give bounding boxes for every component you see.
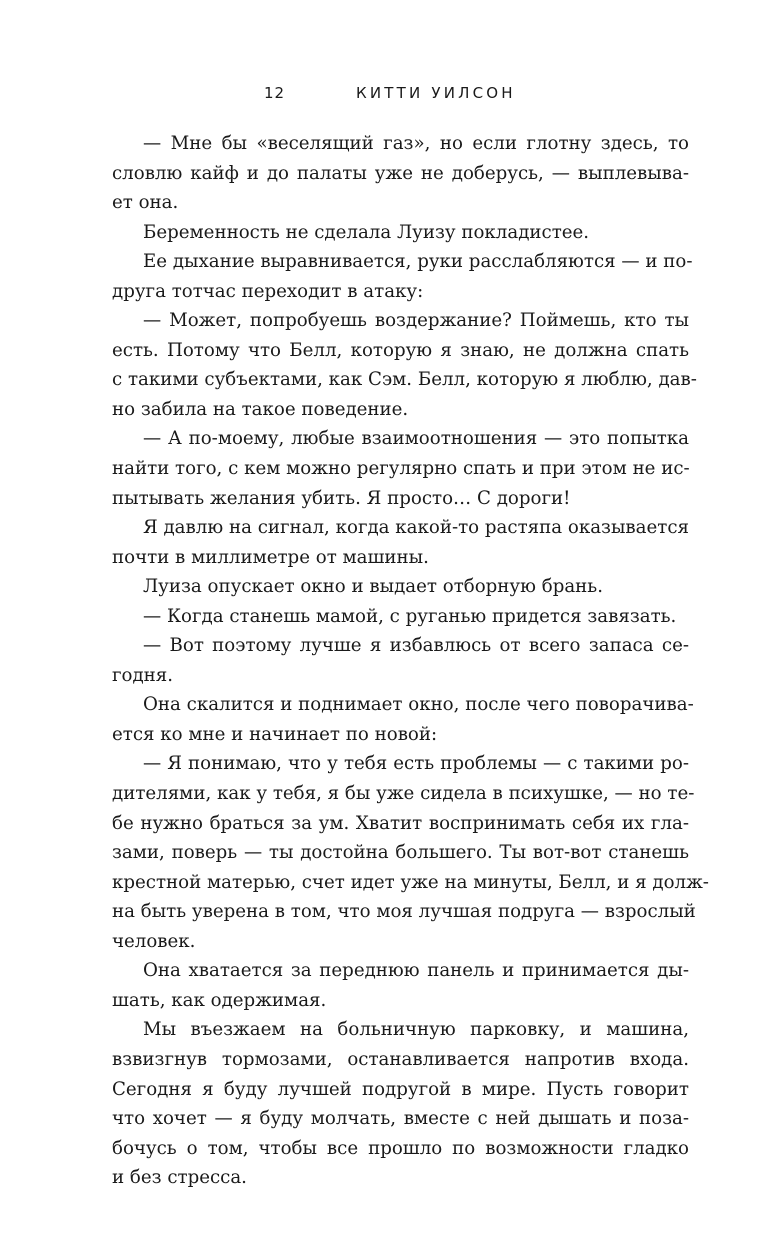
text-line: что хочет — я буду молчать, вместе с ней дышать и поза- bbox=[112, 1108, 689, 1130]
text-line: дителями, как у тебя, я бы уже сидела в психушке, — но те- bbox=[112, 783, 695, 805]
text-line: словлю кайф и до палаты уже не доберусь, — выплевыва- bbox=[112, 162, 689, 184]
text-line: ет она. bbox=[112, 192, 179, 214]
book-author: КИТТИ УИЛСОН bbox=[356, 84, 516, 102]
text-line: есть. Потому что Белл, которую я знаю, не должна спать bbox=[112, 339, 689, 361]
text-line: Беременность не сделала Луизу покладистее. bbox=[143, 221, 590, 243]
text-line: пытывать желания убить. Я просто… С дороги! bbox=[112, 487, 571, 509]
text-line: Луиза опускает окно и выдает отборную брань. bbox=[143, 576, 603, 598]
text-line: Она хватается за переднюю панель и принимается ды- bbox=[143, 960, 689, 982]
text-line: — Я понимаю, что у тебя есть проблемы — с такими ро- bbox=[143, 753, 689, 775]
text-line: — А по-моему, любые взаимоотношения — это попытка bbox=[143, 428, 689, 450]
text-line: — Может, попробуешь воздержание? Поймешь, кто ты bbox=[143, 310, 689, 332]
text-line: бе нужно браться за ум. Хватит воспринимать себя их гла- bbox=[112, 812, 689, 834]
text-line: годня. bbox=[112, 664, 174, 686]
text-line: — Когда станешь мамой, с руганью придется завязать. bbox=[143, 605, 677, 627]
text-line: найти того, с кем можно регулярно спать и при этом не ис- bbox=[112, 458, 690, 480]
text-line: почти в миллиметре от машины. bbox=[112, 546, 429, 568]
text-line: крестной матерью, счет идет уже на минуты, Белл, и я долж- bbox=[112, 871, 709, 893]
running-head bbox=[0, 84, 768, 106]
text-line: человек. bbox=[112, 930, 196, 952]
text-line: — Вот поэтому лучше я избавлюсь от всего запаса се- bbox=[143, 635, 689, 657]
text-line: бочусь о том, чтобы все прошло по возможности гладко bbox=[112, 1137, 689, 1159]
text-line: шать, как одержимая. bbox=[112, 989, 327, 1011]
page-number: 12 bbox=[264, 84, 286, 102]
body-text bbox=[112, 129, 709, 1193]
text-line: и без стресса. bbox=[112, 1167, 247, 1189]
text-line: Я давлю на сигнал, когда какой-то растяпа оказывается bbox=[143, 517, 689, 539]
text-line: ется ко мне и начинает по новой: bbox=[112, 723, 438, 745]
text-line: Сегодня я буду лучшей подругой в мире. Пусть говорит bbox=[112, 1078, 689, 1100]
text-line: друга тотчас переходит в атаку: bbox=[112, 280, 424, 302]
text-line: зами, поверь — ты достойна большего. Ты вот-вот станешь bbox=[112, 842, 689, 864]
text-line: Она скалится и поднимает окно, после чего поворачива- bbox=[143, 694, 694, 716]
text-line: — Мне бы «веселящий газ», но если глотну здесь, то bbox=[143, 133, 689, 154]
text-line: но забила на такое поведение. bbox=[112, 398, 409, 420]
text-line: Мы въезжаем на больничную парковку, и машина, bbox=[143, 1019, 689, 1041]
text-line: взвизгнув тормозами, останавливается напротив входа. bbox=[112, 1048, 689, 1070]
text-line: с такими субъектами, как Сэм. Белл, которую я люблю, дав- bbox=[112, 369, 697, 391]
text-line: Ее дыхание выравнивается, руки расслабляются — и по- bbox=[143, 251, 693, 273]
text-line: на быть уверена в том, что моя лучшая подруга — взрослый bbox=[112, 901, 696, 923]
